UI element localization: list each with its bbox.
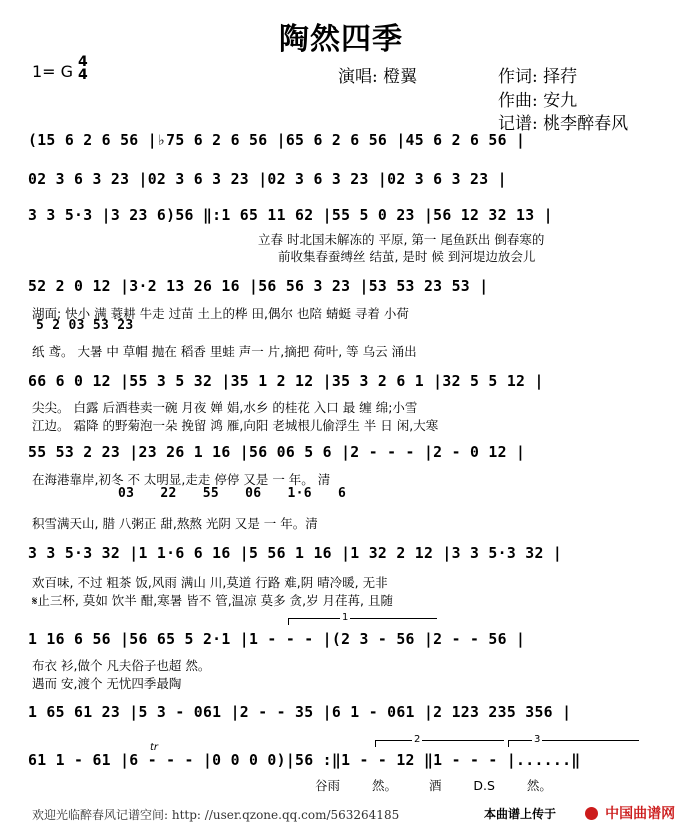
score-row-3: 3 3 5·3 |3 23 6)56 ‖:1 65 11 62 |55 5 0 23 |56 12 32 13 | [28,207,553,224]
trill-mark: tr [150,742,159,753]
site-logo[interactable] [585,803,675,823]
score-row-4-alt: 5 2 03 53 23 [36,318,134,333]
lyric-row-6-verse2: 积雪满天山, 腊 八粥正 甜,熬熬 光阴 又是 一 年。清 [32,516,318,531]
composer: 作曲: 安九 [498,91,578,111]
volta-2-bracket [375,740,504,747]
volta-1-bracket [288,618,437,625]
score-row-4: 52 2 0 12 |3·2 13 26 16 |56 56 3 23 |53 53 23 53 | [28,278,489,295]
volta-3-bracket [508,740,639,747]
score-row-7: 3 3 5·3 32 |1 1·6 6 16 |5 56 1 16 |1 32 2 12 |3 3 5·3 32 | [28,545,563,562]
lyric-row-8-verse1: 布衣 衫,做个 凡夫俗子也超 然。 [32,658,211,673]
lyric-row-3-verse2: 前收集春蚕缚丝 结茧, 是时 候 到河堤边放会儿 [278,249,536,264]
time-signature-top: 4 [78,54,88,70]
footer-link-text: 欢迎光临醉春风记谱空间: http: //user.qzone.qq.com/563264185 [32,808,400,822]
volta-1-label: 1 [342,612,349,623]
time-signature [78,56,88,82]
lyric-row-5-verse2: 江边。 霜降 的野菊泡一朵 挽留 鸿 雁,向阳 老城根儿偷浮生 半 日 闲,大寒 [32,418,439,433]
lyric-row-3-verse1: 立春 时北国未解冻的 平原, 第一 尾鱼跃出 倒春寒的 [258,232,545,247]
key-signature: 1= G [32,62,74,81]
lyric-row-7-verse2: 𝄋止三杯, 莫如 饮半 酣,寒暑 皆不 管,温凉 莫多 贪,岁 月荏苒, 且随 [32,593,394,608]
lyric-row-10-verse1: 谷雨 然。 酒 D.S 然。 [315,778,552,793]
score-row-9: 1 65 61 23 |5 3 - 061 |2 - - 35 |6 1 - 061 |2 123 235 356 | [28,704,572,721]
lyric-row-4-verse1: 湖面; 快小 满 蓑耕 牛走 过苗 土上的桦 田,偶尔 也陪 蜻蜓 寻着 小荷 [32,306,409,321]
score-row-10: 61 1 - 61 |6 - - - |0 0 0 0)|56 :‖1 - - 12 ‖1 - - - |......‖ [28,752,581,769]
volta-2-label: 2 [414,734,421,745]
score-row-6: 55 53 2 23 |23 26 1 16 |56 06 5 6 |2 - - - |2 - 0 12 | [28,444,526,461]
lyric-row-5-verse1: 尖尖。 白露 后酒巷卖一碗 月夜 婵 娟,水乡 的桂花 入口 最 缠 绵;小雪 [32,400,418,415]
logo-text: 中国曲谱网 [605,806,676,822]
lyricist: 作词: 择荇 [498,67,578,87]
singer: 演唱: 橙翼 [338,67,418,87]
logo-globe-icon [585,807,598,820]
lyric-row-7-verse1: 欢百味, 不过 粗茶 饭,风雨 满山 川,莫道 行路 难,阴 晴冷暖, 无非 [32,575,388,590]
upload-note: 本曲谱上传于 [484,807,557,821]
score-row-6-alt: 03 22 55 06 1·6 6 [118,486,347,501]
score-row-8: 1 16 6 56 |56 65 5 2·1 |1 - - - |(2 3 - 56 |2 - - 56 | [28,631,526,648]
song-title: 陶然四季 [279,22,403,57]
time-signature-bottom: 4 [78,67,88,83]
lyric-row-8-verse2: 遇而 安,渡个 无忧四季最陶 [32,676,182,691]
transcriber: 记谱: 桃李醉春风 [498,114,629,134]
lyric-row-6-verse1: 在海港靠岸,初冬 不 太明显,走走 停停 又是 一 年。 清 [32,472,331,487]
score-row-2: 02 3 6 3 23 |02 3 6 3 23 |02 3 6 3 23 |02 3 6 3 23 | [28,171,507,188]
score-row-1: (15 6 2 6 56 |♭75 6 2 6 56 |65 6 2 6 56 |45 6 2 6 56 | [28,132,526,149]
score-row-5: 66 6 0 12 |55 3 5 32 |35 1 2 12 |35 3 2 6 1 |32 5 5 12 | [28,373,544,390]
volta-3-label: 3 [534,734,541,745]
lyric-row-4-verse2: 纸 鸢。 大暑 中 草帽 抛在 稻香 里蛙 声一 片,摘把 荷叶, 等 乌云 涌出 [32,344,417,359]
